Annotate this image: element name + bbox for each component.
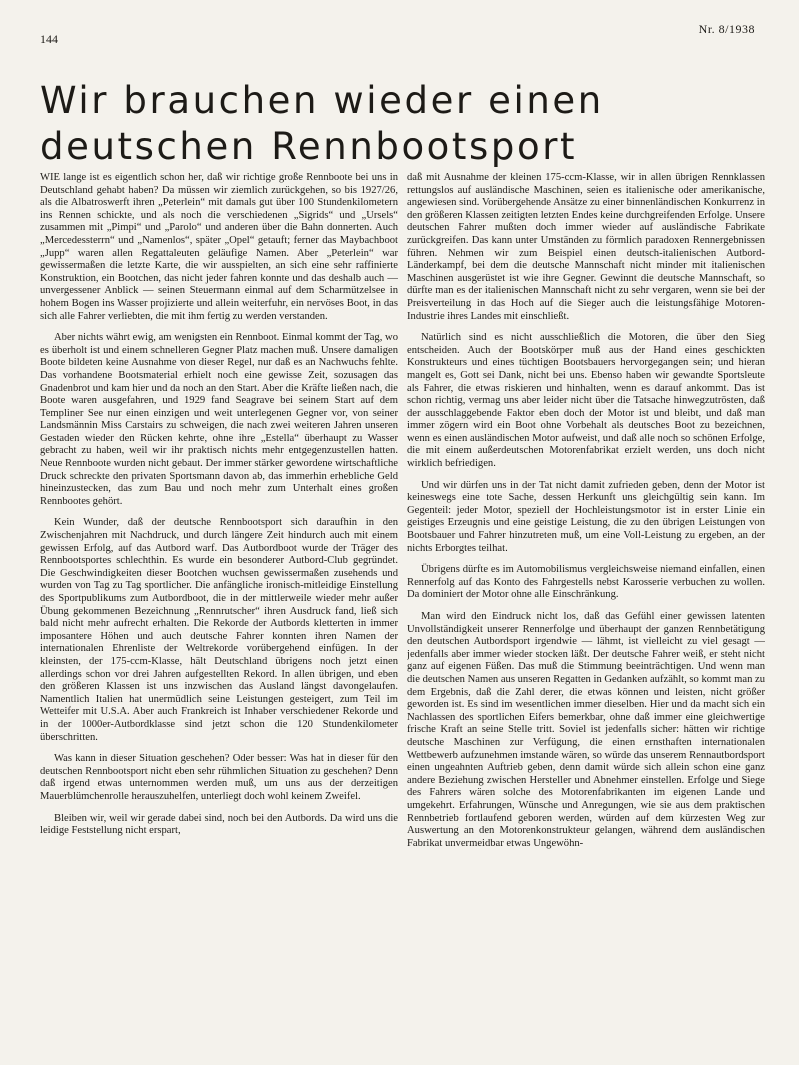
right-column	[407, 172, 765, 1052]
article-body	[40, 172, 765, 1052]
paragraph: Bleiben wir, weil wir gerade dabei sind, noch bei den Autbords. Da wird uns die leidige Feststellung nicht erspart,	[40, 812, 398, 837]
paragraph: Und wir dürfen uns in der Tat nicht damit zufrieden geben, denn der Motor ist keineswegs eine tote Sache, dessen Herkunft uns gleichgültig sein kann. Im Gegenteil: jeder Motor, speziell der Hochleistungsmotor ist in erster Linie ein geistiges Erzeugnis und eine geistige Leistung, die zu den übrigen Leistungen von Bootsbauer und Fahrer hinzutreten muß, um eine Voll-Leistung zu ergeben, an der nichts Erborgtes teilhat.	[407, 479, 765, 554]
paragraph: daß mit Ausnahme der kleinen 175-ccm-Klasse, wir in allen übrigen Rennklassen rettungslos auf ausländische Maschinen, seien es italienische oder amerikanische, angewiesen sind. Vorübergehende Ansätze zu einer binnenländischen Konkurrenz in den größeren Klassen zeitigten letzten Endes keine durchgreifenden Erfolge. Unsere deutschen Fahrer mußten doch immer wieder auf ausländische Fabrikate zurückgreifen. Das kann unter Umständen zu förmlich paradoxen Rennergebnissen führen. Nehmen wir zum Beispiel einen deutsch-italienischen Autbord-Länderkampf, bei dem die deutsche Mannschaft nicht minder mit italienischen Maschinen ausgerüstet ist wie ihre Gegner. Gewinnt die deutsche Mannschaft, so dürfte man es der italienischen Mannschaft nicht zu sehr vergaren, wenn sie bei der Preisverteilung in das Hoch auf die Sieger auch die leistungsfähige Motoren-Industrie ihres Landes mit einschließt.	[407, 172, 765, 322]
paragraph: WIE lange ist es eigentlich schon her, daß wir richtige große Rennboote bei uns in Deutschland gehabt haben? Da müssen wir ziemlich zurückgehen, so bis 1927/26, als die Albatroswerft ihren „Peterlein“ mit damals gut über 100 Stundenkilometern ins Rennen schickte, und als noch die verschiedenen „Sigrids“ und „Ursels“ zusammen mit „Pimpi“ und „Parolo“ und anderen über die Bahn donnerten. Auch „Mercedessterrn“ und „Namenlos“, später „Opel“ getauft; ferner das Maybachboot „Jupp“ waren allen Regattaleuten geläufige Namen. Aber „Peterlein“ war gewissermaßen die letzte Karte, die wir ausspielten, an sich eine sehr raffinierte Konstruktion, ein Bootchen, das nicht jeder fahren konnte und das deshalb auch — unvergessener Anblick — seinen Steuermann einmal auf dem Scharmützelsee in hohem Bogen ins Wasser projizierte und allein weiterfuhr, ein nervöses Boot, in das sich alle Fahrer verliebten, die mit ihm fertig zu werden verstanden.	[40, 172, 398, 322]
paragraph: Natürlich sind es nicht ausschließlich die Motoren, die über den Sieg entscheiden. Auch der Bootskörper muß aus der Hand eines geschickten Konstrukteurs und eines tüchtigen Bootsbauers hervorgegangen sein; und hieran mangelt es, Gott sei Dank, nicht bei uns. Ebenso haben wir gewandte Sportsleute als Fahrer, die etwas riskieren und hinhalten, wenn es darauf ankommt. Das ist schon richtig, vermag uns aber leider nicht über die Tatsache hinwegzutrösten, daß der ausschlaggebende Faktor eben doch der Motor ist und bleibt, und daß man immer zögern wird ein Boot ohne Vorbehalt als deutsches Boot zu bezeichnen, wenn es einen ausländischen Motor aufweist, und daß alle noch so schönen Erfolge, die mit einem außerdeutschen Motorenfabrikat erzielt werden, uns doch nicht wirklich befriedigen.	[407, 332, 765, 470]
left-column	[40, 172, 398, 1052]
paragraph: Man wird den Eindruck nicht los, daß das Gefühl einer gewissen latenten Unvollständigkeit unserer Rennerfolge und überhaupt der ganzen Rennbetätigung den deutschen Autbordsport irgendwie — lähmt, ist vielleicht zu viel gesagt — jedenfalls aber immer wieder stocken läßt. Der deutsche Fahrer weiß, er steht nicht ganz auf eigenen Füßen. Das muß die Stimmung beeinträchtigen. Und wenn man die deutschen Namen aus unseren Regatten in Gedanken aufzählt, so kommt man zu dem Ergebnis, daß die Zahl derer, die etwas können und leisten, nicht größer geworden ist. Es sind im wesentlichen immer dieselben. Hier und da macht sich ein Nachlassen des sportlichen Eifers bemerkbar, ohne daß immer eine gleichwertige frische Kraft an seine Stelle tritt. Soviel ist jedenfalls sicher: hätten wir richtige deutsche Maschinen zur Verfügung, die einen ernsthaften internationalen Wettbewerb aufzunehmen imstande wären, so würde das unserem Rennautbordsport einen ungeahnten Auftrieb geben, denn damit würde sich allein schon eine ganz andere Beziehung zwischen Hersteller und Abnehmer einstellen. Erfolge und Siege des Fahrers wären solche des Motorenfabrikanten im eigenen Lande und umgekehrt. Erfahrungen, Wünsche und Anregungen, wie sie aus dem praktischen Rennbetrieb fortlaufend geboren werden, würden auf dem kürzesten Weg zur Auswertung an den Motorenkonstrukteur gelangen, während dem ausländischen Fabrikat unvermeidbar etwas Ungewöhn-	[407, 611, 765, 849]
issue-number: Nr. 8/1938	[698, 22, 755, 36]
page-number: 144	[40, 32, 58, 46]
paragraph: Übrigens dürfte es im Automobilismus vergleichsweise niemand einfallen, einen Rennerfolg auf das Konto des Fahrgestells nebst Karosserie verbuchen zu wollen. Da dominiert der Motor ohne alle Einschränkung.	[407, 564, 765, 601]
paragraph: Was kann in dieser Situation geschehen? Oder besser: Was hat in dieser für den deutschen Rennbootsport nicht eben sehr rühmlichen Situation zu geschehen? Denn daß irgend etwas unternommen werden muß, um uns aus der derzeitigen Mauerblümchenrolle herauszuhelfen, unterliegt doch wohl keinem Zweifel.	[40, 753, 398, 802]
paragraph: Aber nichts währt ewig, am wenigsten ein Rennboot. Einmal kommt der Tag, wo es überholt ist und einem schnelleren Gegner Platz machen muß. Unsere damaligen Boote bildeten keine Ausnahme von dieser Regel, nur daß es an Nachwuchs fehlte. Das vorhandene Bootsmaterial erhielt noch eine gewisse Zeit, sozusagen das Gnadenbrot und kam hier und da noch an den Start. Aber die Kräfte ließen nach, die Boote waren ausgefahren, und 1929 fand Seagrave bei seinem Start auf dem Templiner See nur einen einzigen und weit unterlegenen Gegner vor, von seiner Landsmännin Miss Carstairs zu schweigen, die nach zwei weiteren Jahren unseren Gestaden wieder den Rücken kehrte, ohne ihre „Estella“ überhaupt zu Wasser gebracht zu haben, weil wir ihr praktisch nichts mehr entgegenzustellen hatten. Neue Rennboote wurden nicht gebaut. Der immer stärker gewordene wirtschaftliche Druck schreckte den privaten Sportsmann davon ab, das immerhin erhebliche Geld hineinzustecken, das zum Bau und noch mehr zum Unterhalt eines großen Rennbootes gehört.	[40, 332, 398, 507]
article-title: Wir brauchen wieder einen deutschen Rennbootsport	[40, 79, 604, 168]
paragraph: Kein Wunder, daß der deutsche Rennbootsport sich daraufhin in den Zwischenjahren mit Nachdruck, und durch längere Zeit hindurch auch mit einem gewissen Erfolg, auf das Autbord warf. Das Autbordboot wurde der Träger des Rennbootsportes schlechthin. Es wurde ein besonderer Autbord-Club gegründet. Die Geschwindigkeiten dieser Bootchen wuchsen gewissermaßen zusehends und wurden von Tag zu Tag sportlicher. Die anfängliche ironisch-mitleidige Einstellung des Sportpublikums zum Autbordboot, die in der mittlerweile wieder mehr außer Übung gekommenen Bezeichnung „Rennrutscher“ ihren Ausdruck fand, ließ sich bald nicht mehr aufrecht erhalten. Die Rekorde der Autbords kletterten in immer imposantere Höhen und auch deutsche Fahrer konnten ihren Namen der internationalen Ehrenliste der Weltrekorde vorübergehend einfügen. In der kleinsten, der 175-ccm-Klasse, hält Deutschland übrigens noch jetzt einen allerdings schon vor drei Jahren aufgestellten Rekord. In allen übrigen, und eben den größeren Klassen ist uns inzwischen das Ausland längst davongelaufen. Namentlich Italien hat unermüdlich seine Leistungen gesteigert, zum Teil im Wetteifer mit U.S.A. Aber auch Frankreich ist Inhaber verschiedener Rekorde und in der 1000er-Autbordklasse sind jetzt schon die 120 Stundenkilometer überschritten.	[40, 517, 398, 743]
page-header	[40, 18, 755, 46]
